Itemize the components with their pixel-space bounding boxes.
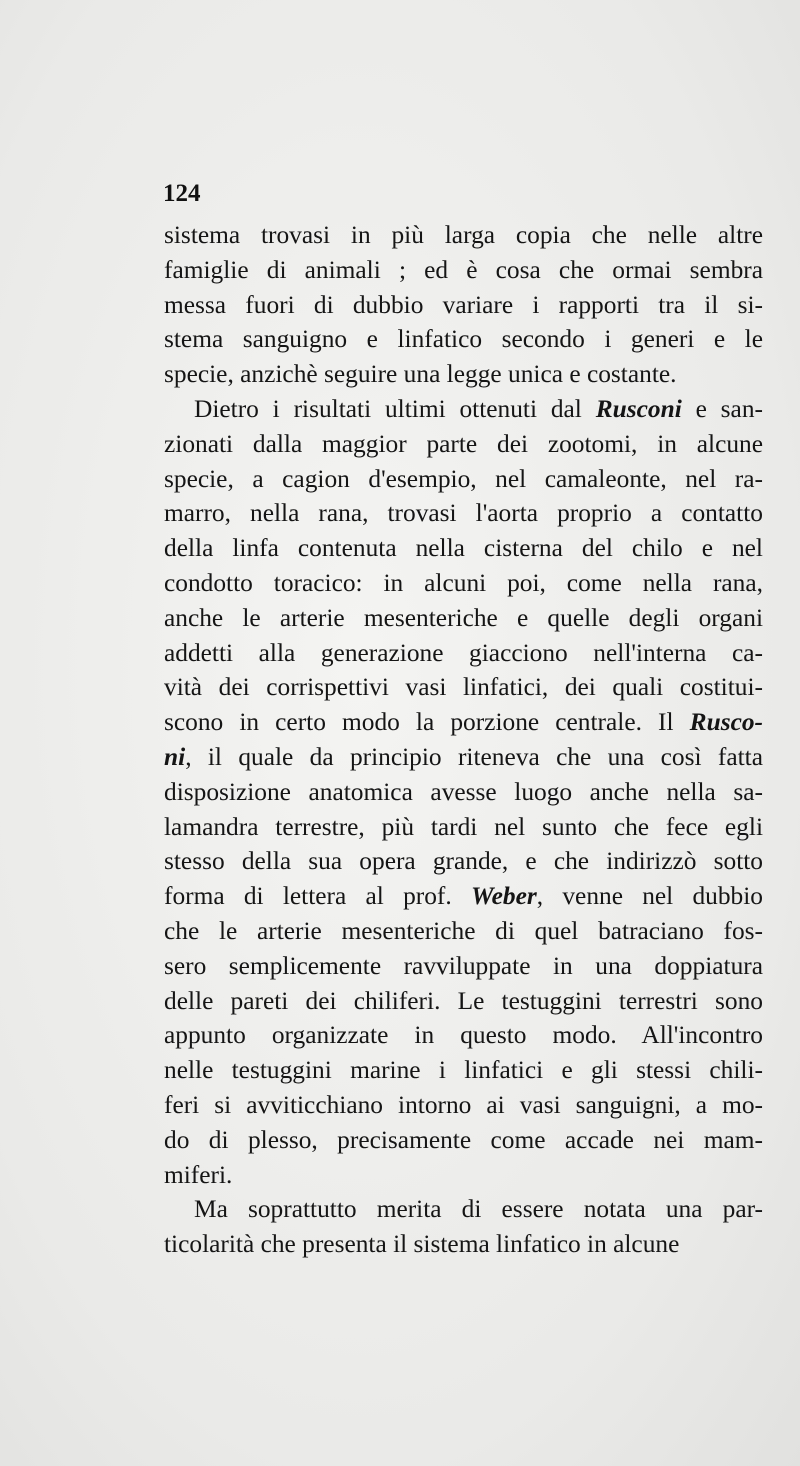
text-line: della linfa contenuta nella cisterna del chilo e nel [164, 534, 763, 563]
text-line: stema sanguigno e linfatico secondo i generi e le [164, 325, 763, 354]
text-line: zionati dalla maggior parte dei zootomi, in alcune [164, 429, 763, 458]
text-line: do di plesso, precisamente come accade nei mam- [164, 1125, 763, 1154]
text-line: marro, nella rana, trovasi l'aorta proprio a contatto [164, 499, 763, 528]
text-line: sistema trovasi in più larga copia che nelle altre [164, 221, 763, 249]
italic-name: Weber [470, 882, 537, 911]
text-line [164, 879, 763, 914]
text-segment: , il quale da principio riteneva che una così fatta [185, 742, 763, 771]
text-line: ticolarità che presenta il sistema linfatico in alcune [164, 1230, 680, 1259]
text-segment: forma di lettera al prof. [164, 882, 471, 911]
text-line [164, 740, 763, 775]
italic-name: Rusconi [595, 394, 682, 423]
italic-name: Rusco- [689, 708, 763, 737]
text-line: miferi. [164, 1160, 233, 1189]
text-line: appunto organizzate in questo modo. All'incontro [164, 1021, 763, 1050]
body-text [164, 218, 763, 1262]
text-line: feri si avviticchiano intorno ai vasi sanguigni, a mo- [164, 1090, 763, 1119]
text-segment: scono in certo modo la porzione centrale. Il [164, 708, 690, 737]
text-line: anche le arterie mesenteriche e quelle degli organi [164, 603, 763, 632]
text-line [164, 705, 763, 740]
text-segment: e san- [681, 394, 763, 423]
italic-name: ni [164, 742, 186, 771]
text-line: messa fuori di dubbio variare i rapporti tra il si- [164, 290, 763, 319]
text-line: delle pareti dei chiliferi. Le testuggini terrestri sono [164, 986, 763, 1015]
text-line: disposizione anatomica avesse luogo anche nella sa- [164, 777, 763, 806]
text-line: specie, a cagion d'esempio, nel camaleonte, nel ra- [164, 464, 763, 493]
text-line: condotto toracico: in alcuni poi, come nella rana, [164, 568, 763, 597]
page-number: 124 [163, 180, 201, 207]
text-line: che le arterie mesenteriche di quel batraciano fos- [164, 916, 763, 945]
text-line: Ma soprattutto merita di essere notata una par- [194, 1195, 763, 1224]
text-line: vità dei corrispettivi vasi linfatici, dei quali costitui- [164, 673, 763, 702]
text-line [164, 392, 763, 427]
text-line: addetti alla generazione giacciono nell'interna ca- [164, 638, 763, 667]
text-line: famiglie di animali ; ed è cosa che ormai sembra [164, 255, 763, 284]
text-segment: , venne nel dubbio [536, 882, 763, 911]
text-line: stesso della sua opera grande, e che indirizzò sotto [164, 847, 763, 876]
text-line: specie, anzichè seguire una legge unica e costante. [164, 360, 677, 389]
text-line: lamandra terrestre, più tardi nel sunto che fece egli [164, 812, 763, 841]
text-line: sero semplicemente ravviluppate in una doppiatura [164, 951, 763, 980]
text-line: nelle testuggini marine i linfatici e gli stessi chili- [164, 1056, 763, 1085]
text-segment: Dietro i risultati ultimi ottenuti dal [194, 394, 596, 423]
